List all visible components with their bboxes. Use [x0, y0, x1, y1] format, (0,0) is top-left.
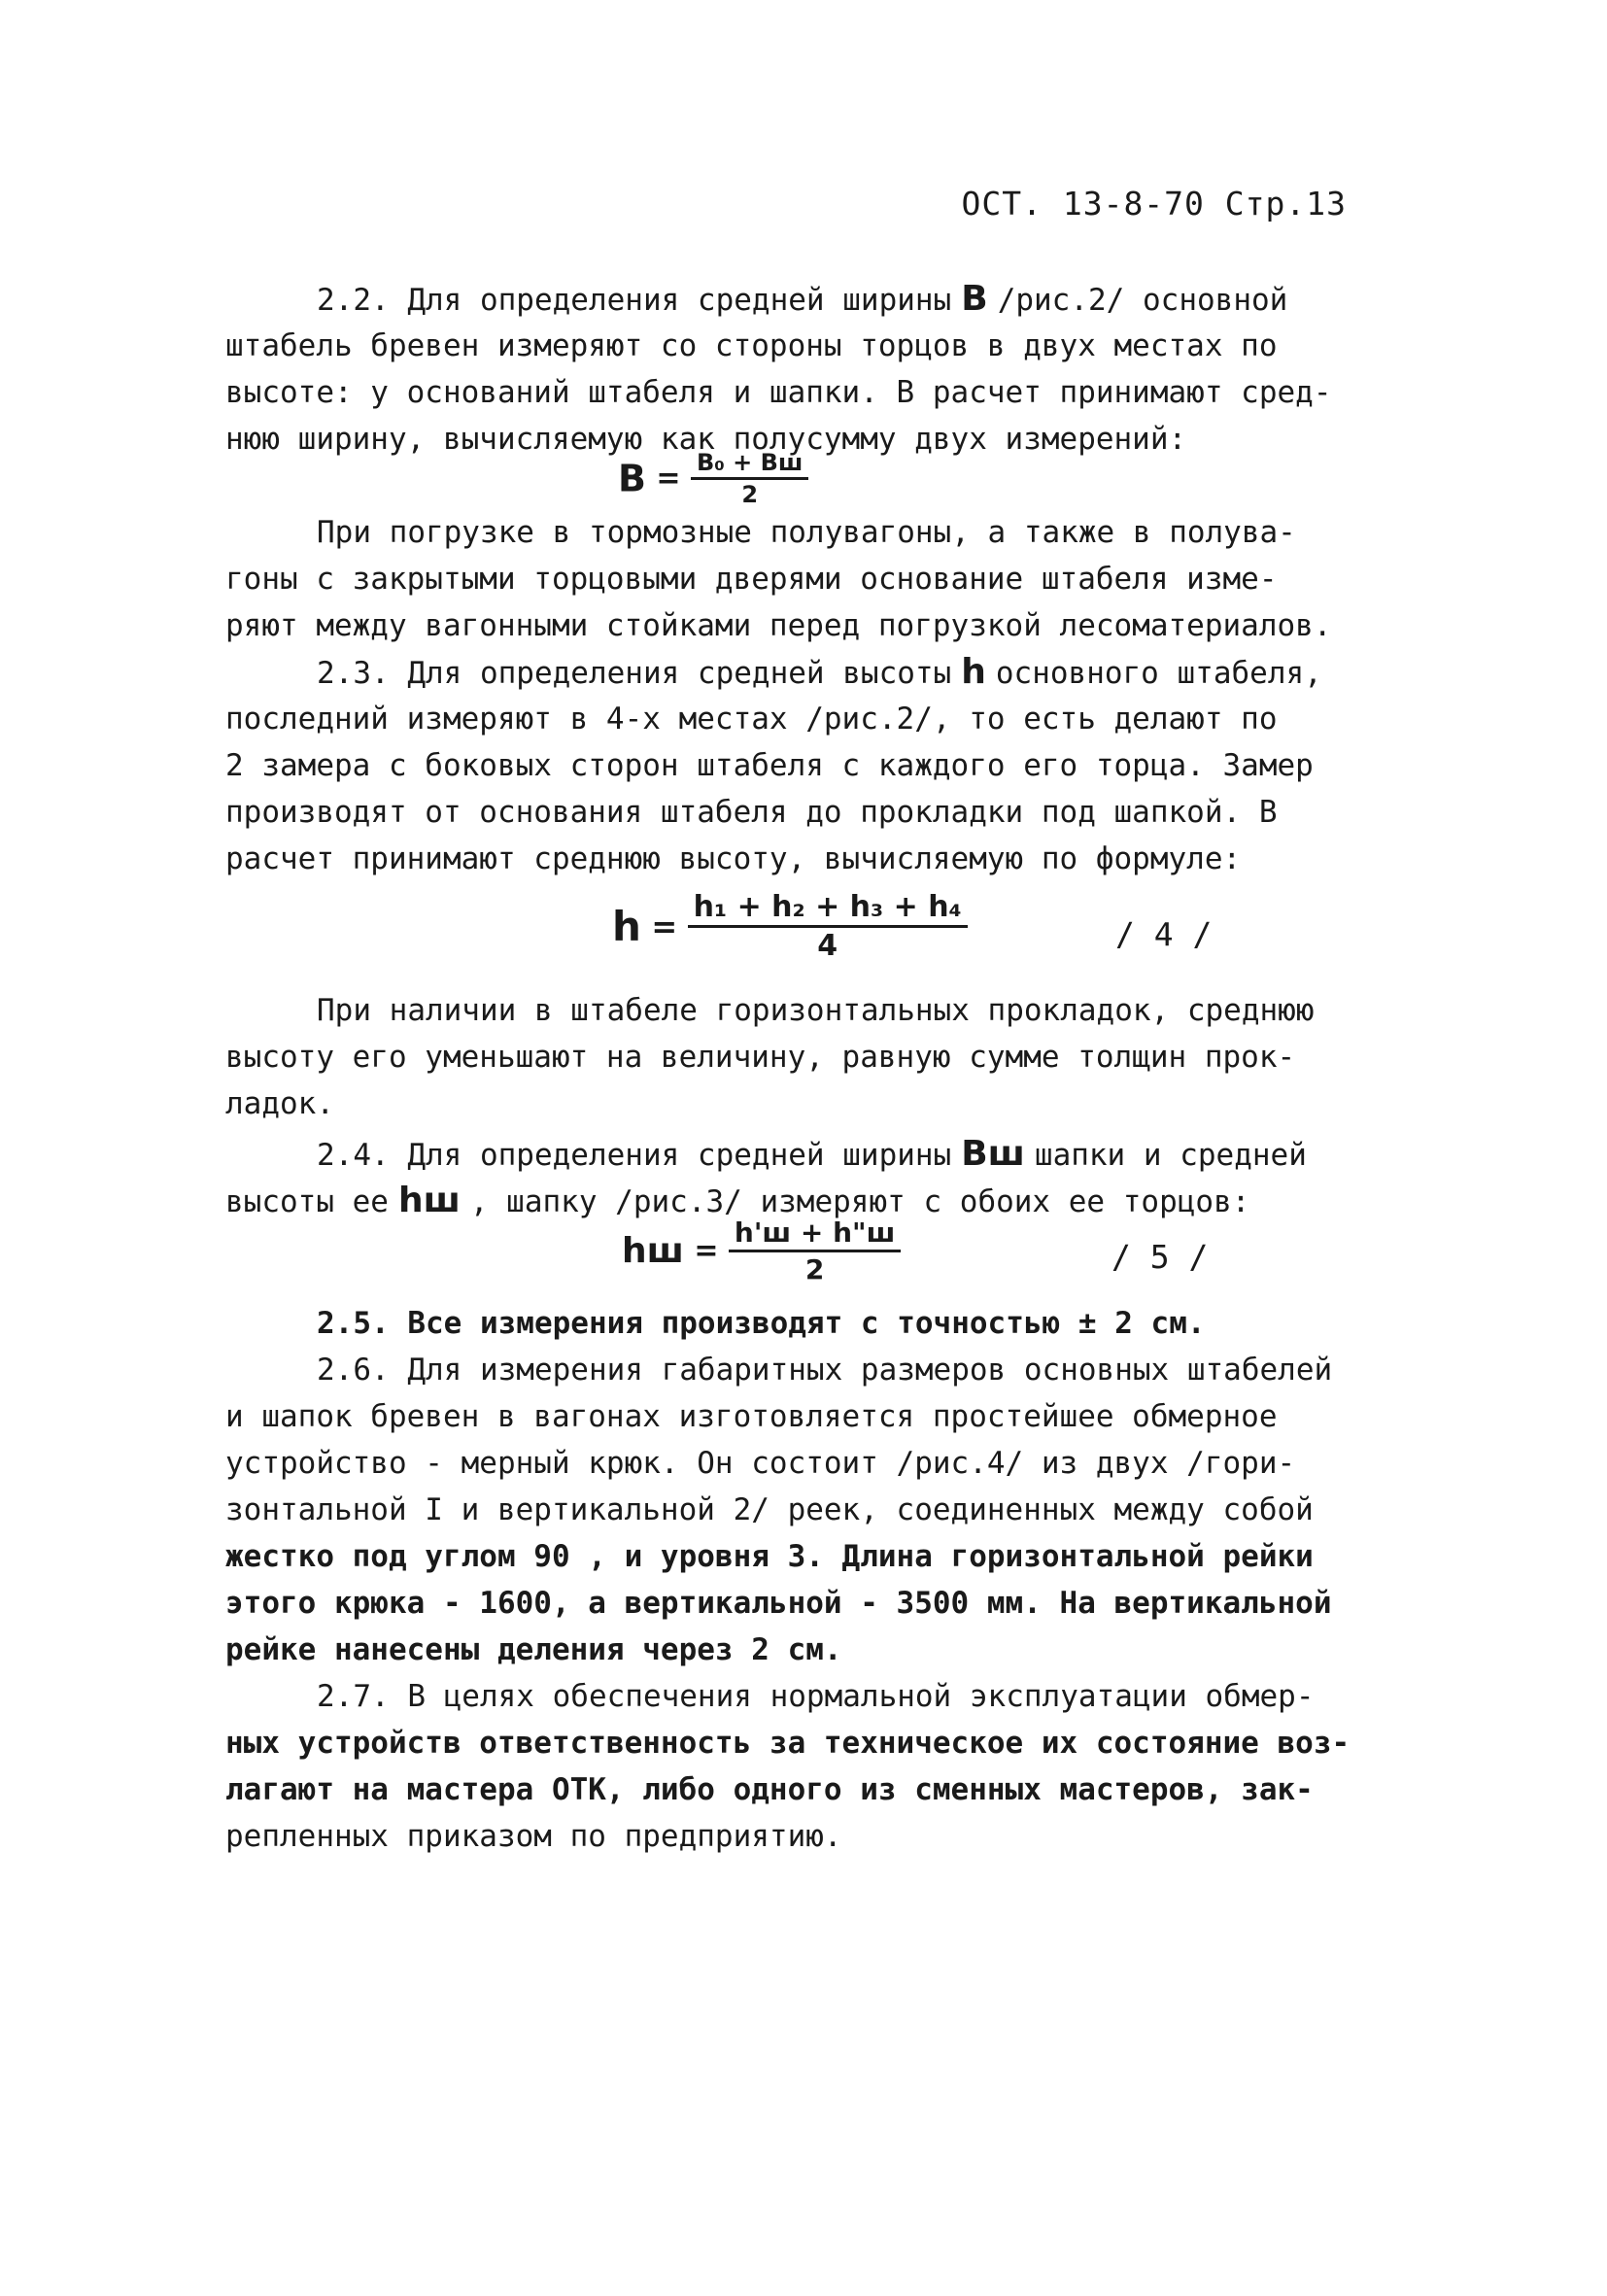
formula4-numerator: h₁ + h₂ + h₃ + h₄ — [688, 890, 968, 928]
formula5-fraction — [729, 1217, 901, 1285]
p23b-line2: высоту его уменьшают на величину, равную сумме толщин прок- — [225, 1040, 1296, 1075]
p22-line1 — [317, 280, 1382, 320]
formula4-lhs: h — [612, 903, 641, 950]
symbol-b: В — [961, 280, 988, 319]
p24-line2-lead: высоты ее — [225, 1184, 389, 1219]
p23-line4: производят от основания штабеля до прокладки под шапкой. В — [225, 795, 1278, 830]
p24-tail: шапки и средней — [1034, 1138, 1307, 1173]
formula4-eq: = — [651, 908, 678, 945]
p24-lead: 2.4. Для определения средней ширины — [317, 1138, 952, 1173]
p26-line5: жестко под углом 90 , и уровня 3. Длина горизонтальной рейки — [225, 1539, 1314, 1574]
p27-line4: репленных приказом по предприятию. — [225, 1819, 842, 1854]
formula4-fraction — [688, 890, 968, 963]
formula5-denominator: 2 — [804, 1253, 825, 1285]
p22-tail: /рис.2/ основной — [997, 283, 1288, 318]
formula1-fraction — [691, 449, 808, 508]
p24-line2 — [225, 1182, 1382, 1221]
formula1-lhs: В — [618, 457, 646, 500]
symbol-hsh: hш — [397, 1182, 461, 1220]
p26-line6: этого крюка - 1600, а вертикальной - 3500 мм. На вертикальной — [225, 1586, 1332, 1621]
formula1-eq: = — [656, 462, 681, 496]
p22-line4: нюю ширину, вычисляемую как полусумму двух измерений: — [225, 422, 1187, 457]
p26-line1: 2.6. Для измерения габаритных размеров основных штабелей — [317, 1353, 1333, 1388]
p22b-line3: ряют между вагонными стойками перед погрузкой лесоматериалов. — [225, 608, 1332, 643]
p22-lead: 2.2. Для определения средней ширины — [317, 283, 952, 318]
symbol-bsh: Вш — [961, 1135, 1025, 1174]
formula-cap-height — [622, 1217, 901, 1285]
formula5-numerator: h'ш + h"ш — [729, 1217, 901, 1252]
p27-line1: 2.7. В целях обеспечения нормальной эксплуатации обмер- — [317, 1679, 1315, 1714]
p26-line7: рейке нанесены деления через 2 см. — [225, 1632, 842, 1667]
p22b-line2: гоны с закрытыми торцовыми дверями основание штабеля изме- — [225, 562, 1278, 597]
equation-number-5: / 5 / — [1111, 1238, 1209, 1276]
p26-line4: зонтальной I и вертикальной 2/ реек, соединенных между собой — [225, 1492, 1314, 1527]
formula5-lhs: hш — [622, 1231, 684, 1271]
p26-line2: и шапок бревен в вагонах изготовляется простейшее обмерное — [225, 1399, 1278, 1434]
p27-line2: ных устройств ответственность за техническое их состояние воз- — [225, 1726, 1351, 1761]
formula-height — [612, 890, 968, 963]
page-header: ОСТ. 13-8-70 Стр.13 — [961, 185, 1347, 223]
p23-line2: последний измеряют в 4-х местах /рис.2/, то есть делают по — [225, 702, 1278, 737]
p24-line2-tail: , шапку /рис.3/ измеряют с обоих ее торцов: — [469, 1184, 1250, 1219]
formula5-eq: = — [694, 1234, 719, 1268]
p22-line2: штабель бревен измеряют со стороны торцов в двух местах по — [225, 328, 1278, 363]
formula4-denominator: 4 — [817, 929, 838, 963]
p25-line1: 2.5. Все измерения производят с точностью ± 2 см. — [317, 1306, 1206, 1341]
formula-width — [618, 449, 808, 508]
p23b-line3: ладок. — [225, 1086, 334, 1121]
p23b-line1: При наличии в штабеле горизонтальных прокладок, среднюю — [317, 993, 1315, 1028]
p23-tail: основного штабеля, — [995, 656, 1322, 691]
p23-line5: расчет принимают среднюю высоту, вычисляемую по формуле: — [225, 841, 1242, 876]
p22b-line1: При погрузке в тормозные полувагоны, а также в полува- — [317, 515, 1296, 550]
equation-number-4: / 4 / — [1115, 915, 1213, 953]
p23-line1 — [317, 653, 1382, 693]
p26-line3: устройство - мерный крюк. Он состоит /рис.4/ из двух /гори- — [225, 1446, 1296, 1481]
p24-line1 — [317, 1135, 1382, 1175]
p23-line3: 2 замера с боковых сторон штабеля с каждого его торца. Замер — [225, 748, 1314, 783]
formula1-denominator: 2 — [741, 481, 759, 508]
p27-line3: лагают на мастера ОТК, либо одного из сменных мастеров, зак- — [225, 1772, 1314, 1807]
p22-line3: высоте: у оснований штабеля и шапки. В расчет принимают сред- — [225, 375, 1332, 410]
formula1-numerator: В₀ + Вш — [691, 449, 808, 480]
p23-lead: 2.3. Для определения средней высоты — [317, 656, 952, 691]
symbol-h: h — [961, 653, 986, 692]
